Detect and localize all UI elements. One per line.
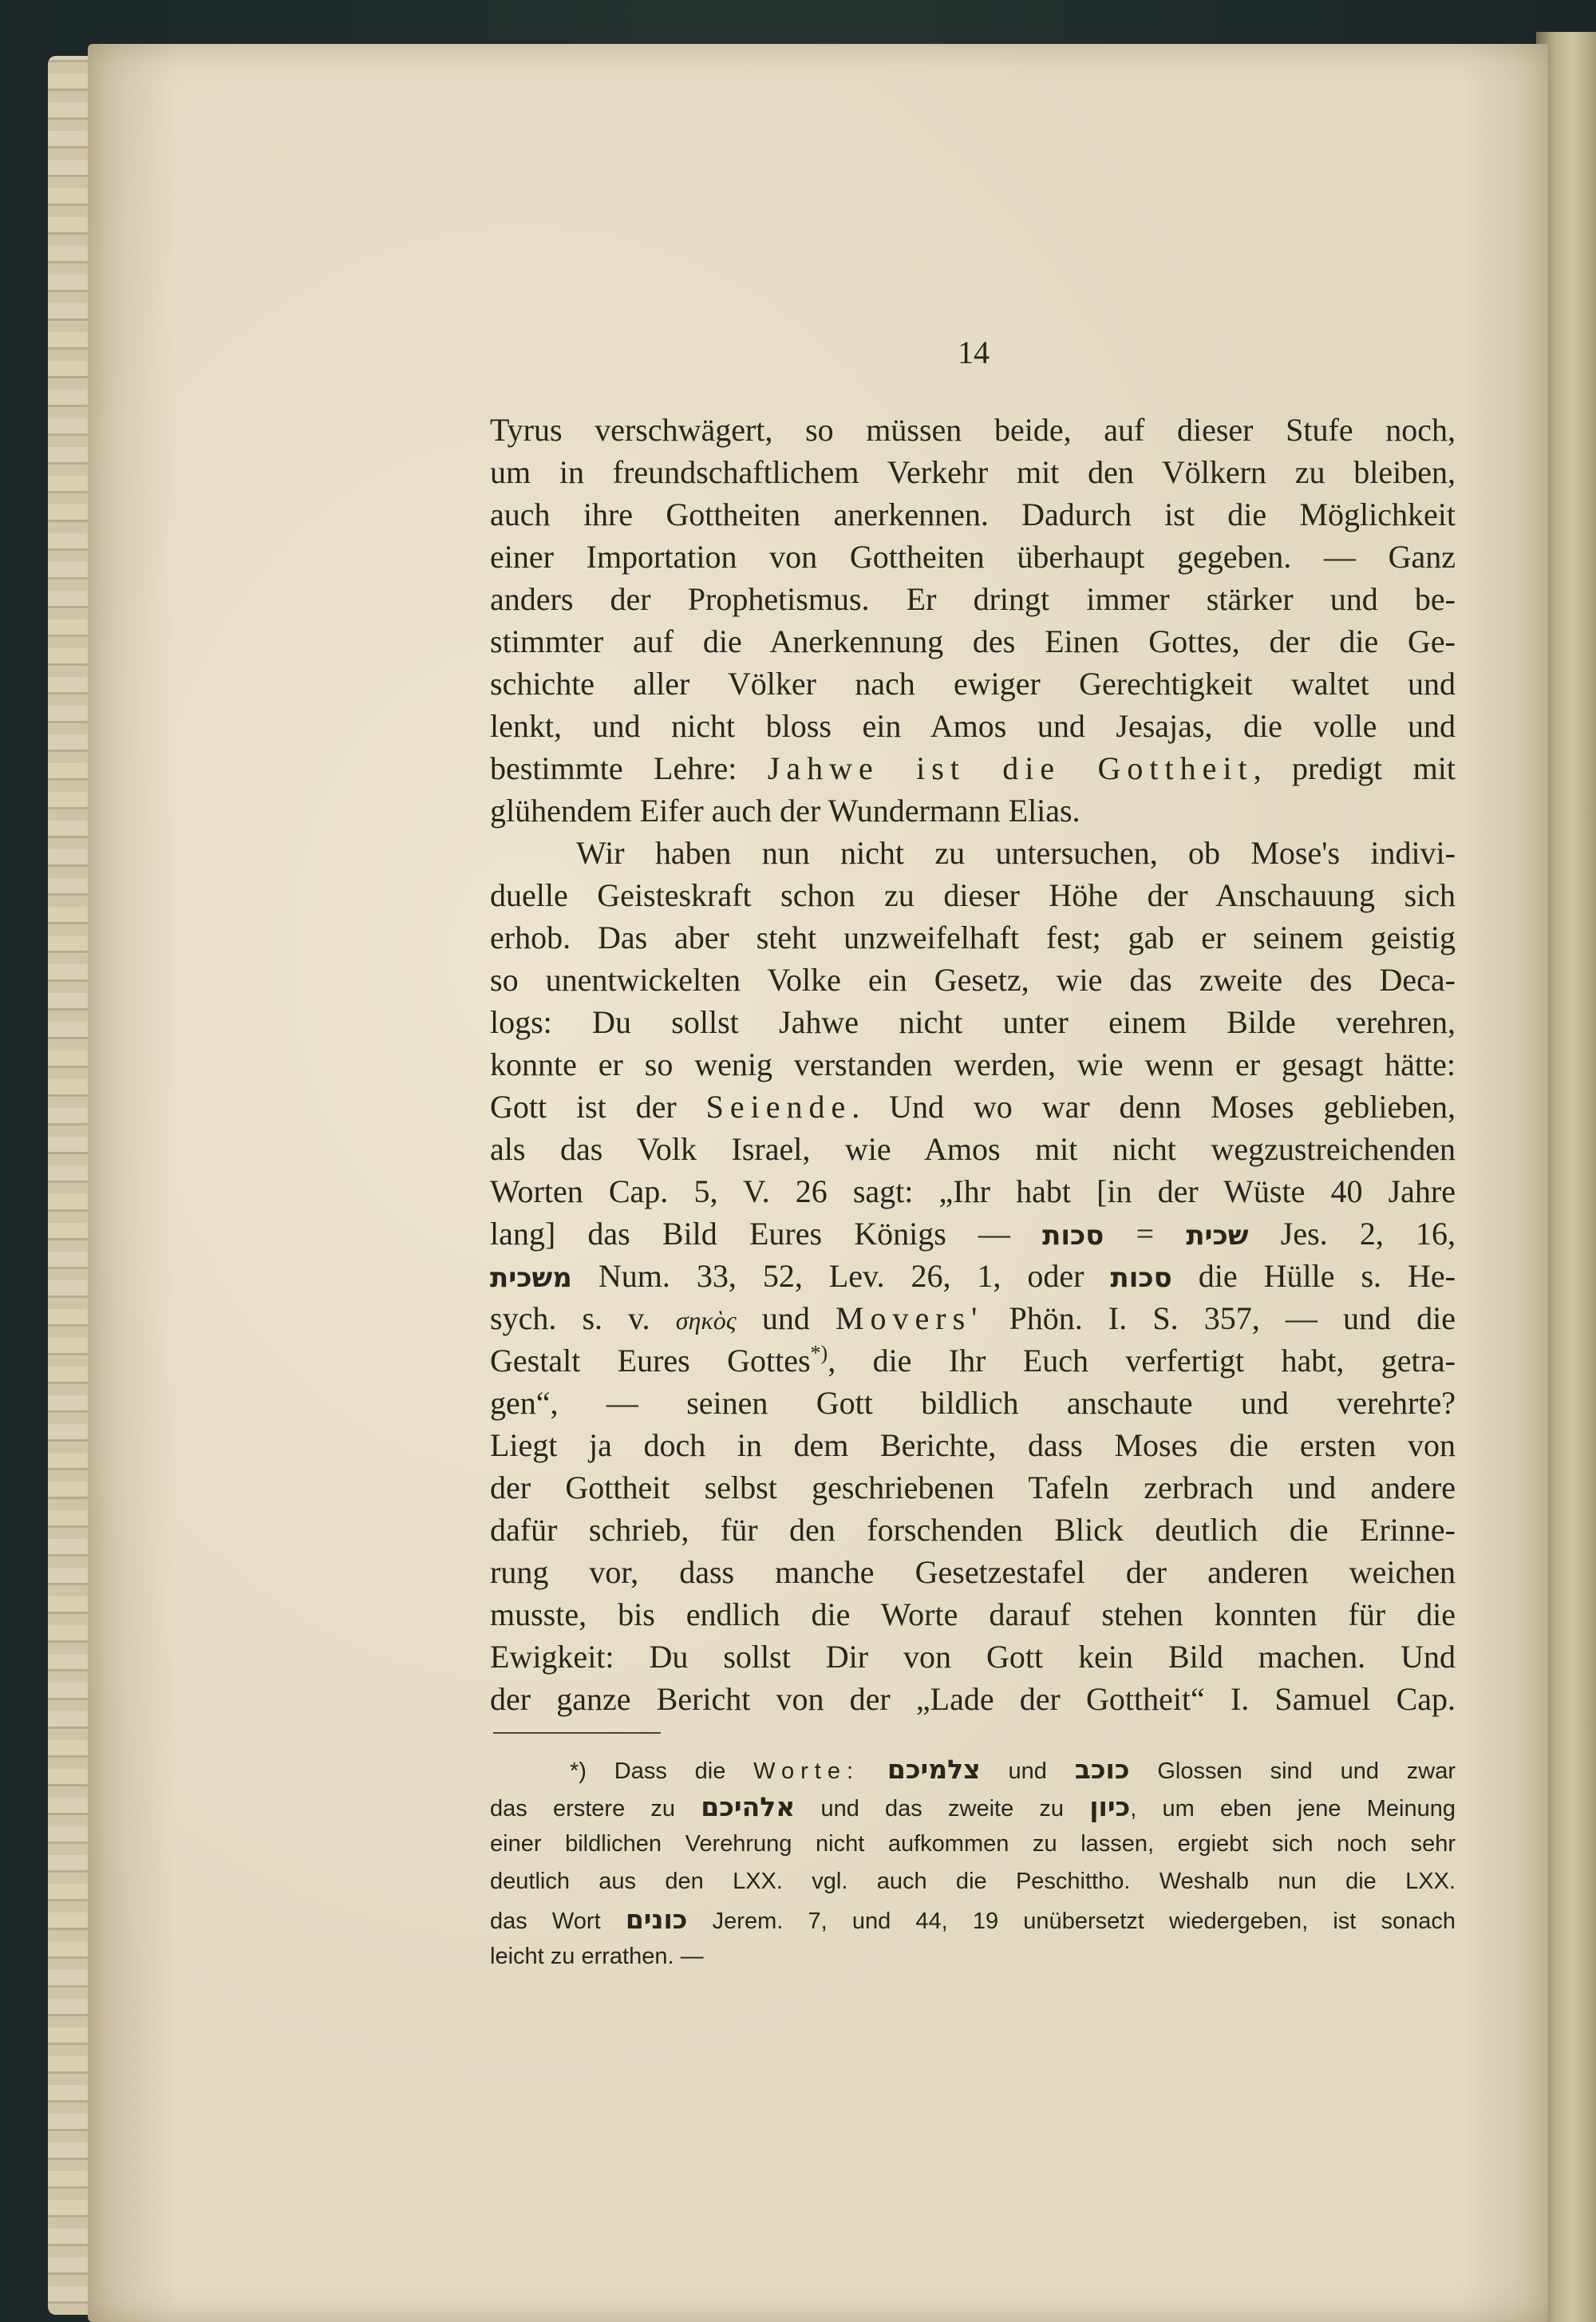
body-line [490, 1339, 1456, 1382]
footnote-text-mid [859, 1758, 887, 1784]
body-text-spaced: Seiende [705, 1089, 852, 1125]
footnote-text-post: Jerem. 7, und 44, 19 unübersetzt wiedergeben, ist sonach [687, 1909, 1456, 1934]
footnote-text-text: deutlich aus den LXX. vgl. auch die Peschittho. Weshalb nun die LXX. [490, 1869, 1456, 1894]
body-text-spaced: Movers' [835, 1300, 984, 1336]
body-text-text: logs: Du sollst Jahwe nicht unter einem Bilde verehren, [490, 1004, 1456, 1040]
footnote-line [490, 1901, 1456, 1938]
body-line [490, 1212, 1456, 1255]
footnote-text-mid: und das zweite zu [795, 1796, 1090, 1822]
body-line [490, 874, 1456, 916]
footnote-line [490, 1750, 1456, 1788]
body-text-text: Wir haben nun nicht zu untersuchen, ob Mose's indivi- [576, 835, 1456, 871]
body-line [490, 1382, 1456, 1424]
footnote-text-heb1: אלהיכם [701, 1791, 796, 1822]
body-line [490, 1466, 1456, 1509]
body-text-text: lenkt, und nicht bloss ein Amos und Jesajas, die volle und [490, 708, 1456, 744]
body-text-post: , die Ihr Euch verfertigt habt, getra- [828, 1343, 1456, 1379]
body-text-text: anders der Prophetismus. Er dringt immer stärker und be- [490, 581, 1456, 617]
body-line [490, 1001, 1456, 1043]
body-line [490, 959, 1456, 1001]
body-line [490, 663, 1456, 705]
body-text-heb1: סכות [1042, 1220, 1104, 1252]
body-text-text: Ewigkeit: Du sollst Dir von Gott kein Bild machen. Und [490, 1639, 1456, 1675]
body-text-heb2: שכית [1186, 1220, 1249, 1252]
body-text-mid: Num. 33, 52, Lev. 26, 1, oder [571, 1258, 1111, 1294]
body-line [490, 1170, 1456, 1212]
footnote-text-heb2: כיון [1089, 1791, 1131, 1822]
body-text-text: als das Volk Israel, wie Amos mit nicht wegzustreichenden [490, 1131, 1456, 1167]
body-text-text: auch ihre Gottheiten anerkennen. Dadurch ist die Möglichkeit [490, 496, 1456, 532]
footnote-text-spaced: Worte: [753, 1758, 860, 1784]
body-text-text: einer Importation von Gottheiten überhaupt gegeben. — Ganz [490, 539, 1456, 575]
body-text-pre: sych. s. v. [490, 1300, 676, 1336]
body-text-pre: Gott ist der [490, 1089, 706, 1125]
body-line [490, 409, 1456, 451]
footnote-line [490, 1938, 1456, 1976]
body-text-pre: lang] das Bild Eures Königs — [490, 1216, 1043, 1252]
footnote-text-text: leicht zu errathen. — [490, 1944, 704, 1969]
footnote-text-mid2: und [980, 1758, 1075, 1784]
body-text-text: Tyrus verschwägert, so müssen beide, auf dieser Stufe noch, [490, 412, 1456, 448]
footnote-text-pre: das erstere zu [490, 1796, 701, 1822]
body-text-text: um in freundschaftlichem Verkehr mit den Völkern zu bleiben, [490, 454, 1456, 490]
body-line [490, 747, 1456, 789]
footnote-text-heb1: צלמיכם [887, 1754, 981, 1785]
body-line [490, 789, 1456, 832]
body-text-text: der ganze Bericht von der „Lade der Gottheit“ I. Samuel Cap. [490, 1681, 1456, 1717]
footnote-divider [493, 1732, 661, 1734]
body-text-mid: = [1104, 1216, 1187, 1252]
body-line [490, 536, 1456, 578]
body-text-spaced: Jahwe ist die Gottheit [767, 750, 1254, 786]
body-text-post: , predigt mit [1253, 750, 1456, 786]
body-line [490, 1678, 1456, 1720]
body-text-text: glühendem Eifer auch der Wundermann Elias. [490, 793, 1080, 829]
body-line [490, 1593, 1456, 1636]
body-text-greek: σηκὸς [675, 1306, 737, 1335]
footnote-text-heb1: כונים [625, 1904, 688, 1935]
body-text-heb1: משכית [490, 1262, 572, 1294]
body-line [490, 578, 1456, 620]
body-text-post: . Und wo war denn Moses geblieben, [851, 1089, 1456, 1125]
body-line [490, 1043, 1456, 1086]
body-text-text: schichte aller Völker nach ewiger Gerechtigkeit waltet und [490, 666, 1456, 702]
body-line [490, 1255, 1456, 1297]
footnote-text-post: , um eben jene Meinung [1130, 1796, 1456, 1822]
body-line [490, 451, 1456, 493]
body-text-text: erhob. Das aber steht unzweifelhaft fest; gab er seinem geistig [490, 920, 1456, 955]
main-text-block [490, 409, 1456, 1720]
body-text-sup: *) [810, 1341, 828, 1365]
body-text-text: der Gottheit selbst geschriebenen Tafeln zerbrach und andere [490, 1470, 1456, 1505]
body-text-text: konnte er so wenig verstanden werden, wie wenn er gesagt hätte: [490, 1046, 1456, 1082]
body-line [490, 1297, 1456, 1339]
body-text-pre: bestimmte Lehre: [490, 750, 768, 786]
body-text-text: dafür schrieb, für den forschenden Blick deutlich die Erinne- [490, 1512, 1456, 1548]
body-text-pre: Gestalt Eures Gottes [490, 1343, 811, 1379]
footnote-line [490, 1826, 1456, 1863]
footnote-line [490, 1863, 1456, 1901]
footnote-text-heb2: כוכב [1074, 1754, 1130, 1785]
footnote-line [490, 1788, 1456, 1826]
body-text-text: Liegt ja doch in dem Berichte, dass Moses die ersten von [490, 1427, 1456, 1463]
footnote-block [490, 1750, 1456, 1976]
body-text-text: Worten Cap. 5, V. 26 sagt: „Ihr habt [in der Wüste 40 Jahre [490, 1173, 1456, 1209]
body-text-text: musste, bis endlich die Worte darauf stehen konnten für die [490, 1596, 1456, 1632]
body-line [490, 493, 1456, 536]
body-line [490, 620, 1456, 663]
body-line [490, 1086, 1456, 1128]
body-line [490, 832, 1456, 874]
body-text-post: Phön. I. S. 357, — und die [983, 1300, 1456, 1336]
footnote-text-post: Glossen sind und zwar [1129, 1758, 1456, 1784]
body-line [490, 1424, 1456, 1466]
body-text-heb2: סכות [1110, 1262, 1172, 1294]
footnote-text-text: einer bildlichen Verehrung nicht aufkommen zu lassen, ergiebt sich noch sehr [490, 1831, 1456, 1857]
body-text-post: die Hülle s. He- [1171, 1258, 1456, 1294]
body-line [490, 1509, 1456, 1551]
body-text-text: rung vor, dass manche Gesetzestafel der anderen weichen [490, 1554, 1456, 1590]
body-line [490, 1636, 1456, 1678]
body-line [490, 916, 1456, 959]
page-number: 14 [958, 334, 990, 370]
body-text-post: Jes. 2, 16, [1248, 1216, 1456, 1252]
body-text-text: gen“, — seinen Gott bildlich anschaute und verehrte? [490, 1385, 1456, 1421]
body-line [490, 1551, 1456, 1593]
body-text-text: stimmter auf die Anerkennung des Einen Gottes, der die Ge- [490, 623, 1456, 659]
body-text-text: duelle Geisteskraft schon zu dieser Höhe der Anschauung sich [490, 877, 1456, 913]
body-text-text: so unentwickelten Volke ein Gesetz, wie das zweite des Deca- [490, 962, 1456, 998]
body-line [490, 1128, 1456, 1170]
footnote-text-pre: das Wort [490, 1909, 626, 1934]
body-line [490, 705, 1456, 747]
footnote-text-pre: *) Dass die [570, 1758, 754, 1784]
body-text-mid: und [736, 1300, 836, 1336]
